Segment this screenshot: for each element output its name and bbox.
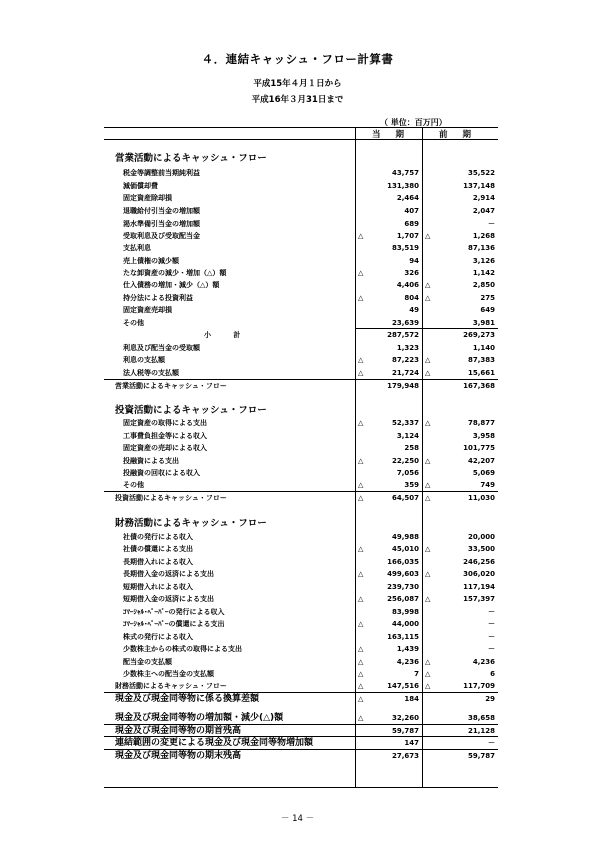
delta-mark-current: △ <box>358 356 364 364</box>
row-label: 仕入債務の増加・減少（△）額 <box>123 281 220 289</box>
value-prior: － <box>488 220 495 228</box>
value-prior: 269,273 <box>463 331 495 339</box>
row-label: 配当金の支払額 <box>123 658 172 666</box>
value-prior: 749 <box>480 481 495 489</box>
delta-mark-current: △ <box>358 545 364 553</box>
table-row <box>104 430 498 442</box>
delta-mark-current: △ <box>358 620 364 628</box>
table-row <box>104 442 498 454</box>
value-current: 3,124 <box>396 432 419 440</box>
row-label: 小 計 <box>204 331 251 339</box>
table-row <box>104 668 498 680</box>
row-label: 財務活動によるキャッシュ・フロー <box>115 518 267 529</box>
row-label: 社債の償還による支出 <box>123 545 193 553</box>
table-row <box>104 354 498 366</box>
table-row <box>104 455 498 467</box>
row-label: 持分法による投資利益 <box>123 294 193 302</box>
table-row <box>104 230 498 242</box>
value-prior: 87,136 <box>467 244 495 252</box>
delta-mark-prior: △ <box>425 595 431 603</box>
cash-flow-table <box>104 127 498 787</box>
row-label: ｺﾏｰｼｬﾙ･ﾍﾟｰﾊﾟｰの発行による収入 <box>123 608 225 616</box>
row-rule <box>355 328 498 329</box>
row-rule <box>104 692 498 693</box>
table-row <box>104 279 498 291</box>
delta-mark-prior: △ <box>425 457 431 465</box>
value-prior: 137,148 <box>463 182 495 190</box>
row-label: 現金及び現金同等物の期末残高 <box>115 751 242 761</box>
row-label: 支払利息 <box>123 244 151 252</box>
table-row <box>104 656 498 668</box>
value-prior: 6 <box>490 670 495 678</box>
row-label: 固定資産売却損 <box>123 306 172 314</box>
delta-mark-prior: △ <box>425 545 431 553</box>
value-current: 184 <box>404 695 419 703</box>
value-prior: 78,877 <box>467 419 495 427</box>
table-row <box>104 218 498 230</box>
row-label: 株式の発行による収入 <box>123 633 193 641</box>
row-label: 投資活動によるキャッシュ・フロー <box>115 494 227 502</box>
delta-mark-prior: △ <box>425 232 431 240</box>
value-current: 44,000 <box>391 620 419 628</box>
value-current: 64,507 <box>391 494 419 502</box>
delta-mark-prior: △ <box>425 481 431 489</box>
value-prior: － <box>488 620 495 628</box>
value-current: 87,223 <box>391 356 419 364</box>
table-row <box>104 180 498 192</box>
value-current: 179,948 <box>387 382 419 390</box>
delta-mark-current: △ <box>358 457 364 465</box>
row-label: 連結範囲の変更による現金及び現金同等物増加額 <box>115 738 314 748</box>
delta-mark-prior: △ <box>425 369 431 377</box>
page-number: － 14 － <box>280 814 315 824</box>
table-row <box>104 255 498 267</box>
row-label: ｺﾏｰｼｬﾙ･ﾍﾟｰﾊﾟｰの償還による支出 <box>123 620 225 628</box>
delta-mark-current: △ <box>358 645 364 653</box>
value-prior: 87,383 <box>467 356 495 364</box>
value-prior: 2,850 <box>472 281 495 289</box>
delta-mark-current: △ <box>358 570 364 578</box>
value-current: 49,988 <box>391 533 419 541</box>
row-label: その他 <box>123 319 144 327</box>
delta-mark-prior: △ <box>425 658 431 666</box>
subtotal-row <box>104 329 498 341</box>
table-row <box>104 342 498 354</box>
value-current: 359 <box>404 481 419 489</box>
row-label: 現金及び現金同等物の増加額・減少(△)額 <box>115 713 284 723</box>
row-label: 税金等調整前当期純利益 <box>123 169 200 177</box>
value-current: 52,337 <box>391 419 419 427</box>
delta-mark-prior: △ <box>425 281 431 289</box>
value-current: 689 <box>404 220 419 228</box>
delta-mark-prior: △ <box>425 570 431 578</box>
delta-mark-current: △ <box>358 695 364 703</box>
value-current: 499,603 <box>387 570 419 578</box>
row-rule <box>104 379 498 380</box>
row-label: 投融資の回収による収入 <box>123 469 200 477</box>
value-prior: 20,000 <box>467 533 495 541</box>
value-prior: 101,775 <box>463 444 495 452</box>
table-row <box>104 593 498 605</box>
value-prior: 1,268 <box>472 232 495 240</box>
value-prior: 275 <box>480 294 495 302</box>
value-current: 27,673 <box>391 752 419 760</box>
table-row <box>104 712 498 724</box>
row-label: 少数株主への配当金の支払額 <box>123 670 214 678</box>
value-current: 1,439 <box>396 645 419 653</box>
value-current: 147,516 <box>387 682 419 690</box>
value-prior: － <box>488 633 495 641</box>
delta-mark-current: △ <box>358 658 364 666</box>
value-prior: 306,020 <box>463 570 495 578</box>
row-label: 現金及び現金同等物の期首残高 <box>115 726 242 736</box>
row-label: 投資活動によるキャッシュ・フロー <box>115 405 267 416</box>
value-prior: － <box>488 608 495 616</box>
table-row <box>104 693 498 705</box>
value-prior: 11,030 <box>467 494 495 502</box>
row-label: 工事費負担金等による収入 <box>123 432 207 440</box>
value-prior: 35,522 <box>467 169 495 177</box>
column-header-current: 当 期 <box>372 130 410 140</box>
value-current: 2,464 <box>396 194 419 202</box>
value-current: 166,035 <box>387 558 419 566</box>
row-label: 退職給付引当金の増加額 <box>123 207 200 215</box>
row-label: 固定資産の売却による収入 <box>123 444 207 452</box>
delta-mark-prior: △ <box>425 494 431 502</box>
value-prior: 38,658 <box>467 714 495 722</box>
value-prior: 649 <box>480 306 495 314</box>
delta-mark-prior: △ <box>425 356 431 364</box>
row-rule <box>104 724 498 725</box>
value-current: 7,056 <box>396 469 419 477</box>
row-label: たな卸資産の減少・増加（△）額 <box>123 269 227 277</box>
table-row <box>104 304 498 316</box>
row-label: 長期借入金の返済による支出 <box>123 570 214 578</box>
value-prior: 1,142 <box>472 269 495 277</box>
value-prior: 3,958 <box>472 432 495 440</box>
row-label: 短期借入金の返済による支出 <box>123 595 214 603</box>
delta-mark-current: △ <box>358 595 364 603</box>
delta-mark-current: △ <box>358 419 364 427</box>
table-row <box>104 367 498 379</box>
table-row <box>104 417 498 429</box>
table-row <box>104 479 498 491</box>
value-current: 326 <box>404 269 419 277</box>
value-prior: 5,069 <box>472 469 495 477</box>
delta-mark-current: △ <box>358 494 364 502</box>
row-label: 固定資産除却損 <box>123 194 172 202</box>
period-to: 平成16年３月31日まで <box>251 95 344 105</box>
value-current: 83,998 <box>391 608 419 616</box>
delta-mark-current: △ <box>358 269 364 277</box>
value-prior: 4,236 <box>472 658 495 666</box>
table-row <box>104 737 498 749</box>
value-prior: 157,397 <box>463 595 495 603</box>
row-label: 渇水準備引当金の増加額 <box>123 220 200 228</box>
row-label: 営業活動によるキャッシュ・フロー <box>115 153 267 164</box>
row-rule <box>104 736 498 737</box>
section-heading <box>104 518 498 530</box>
value-prior: 21,128 <box>467 727 495 735</box>
row-label: 営業活動によるキャッシュ・フロー <box>115 382 227 390</box>
section-heading <box>104 405 498 417</box>
table-bottom-rule <box>104 787 498 788</box>
value-current: 804 <box>404 294 419 302</box>
section-total-row <box>104 380 498 392</box>
delta-mark-prior: △ <box>425 682 431 690</box>
delta-mark-current: △ <box>358 481 364 489</box>
row-label: 減価償却費 <box>123 182 158 190</box>
table-row <box>104 618 498 630</box>
row-rule <box>104 491 498 492</box>
table-row <box>104 192 498 204</box>
table-row <box>104 631 498 643</box>
delta-mark-prior: △ <box>425 670 431 678</box>
value-prior: 59,787 <box>467 752 495 760</box>
value-current: 258 <box>404 444 419 452</box>
unit-label: （ 単位：百万円） <box>380 118 447 127</box>
value-current: 49 <box>409 306 419 314</box>
row-label: 短期借入れによる収入 <box>123 583 193 591</box>
table-row <box>104 467 498 479</box>
value-current: 43,757 <box>391 169 419 177</box>
row-label: 現金及び現金同等物に係る換算差額 <box>115 694 260 704</box>
table-row <box>104 267 498 279</box>
column-header-prior: 前 期 <box>439 130 477 140</box>
section-total-row <box>104 680 498 692</box>
delta-mark-current: △ <box>358 369 364 377</box>
row-label: 少数株主からの株式の取得による支出 <box>123 645 242 653</box>
value-prior: 42,207 <box>467 457 495 465</box>
section-total-row <box>104 492 498 504</box>
value-current: 59,787 <box>391 727 419 735</box>
value-current: 45,010 <box>391 545 419 553</box>
row-label: 長期借入れによる収入 <box>123 558 193 566</box>
delta-mark-current: △ <box>358 232 364 240</box>
value-current: 1,323 <box>396 344 419 352</box>
value-current: 94 <box>409 257 419 265</box>
value-prior: 29 <box>485 695 495 703</box>
value-prior: 15,661 <box>467 369 495 377</box>
row-rule <box>104 749 498 750</box>
value-current: 131,380 <box>387 182 419 190</box>
table-row <box>104 292 498 304</box>
value-prior: 3,981 <box>472 319 495 327</box>
table-row <box>104 606 498 618</box>
row-label: 財務活動によるキャッシュ・フロー <box>115 682 227 690</box>
delta-mark-current: △ <box>358 670 364 678</box>
row-label: 固定資産の取得による支出 <box>123 419 207 427</box>
value-current: 147 <box>404 739 419 747</box>
value-prior: － <box>488 645 495 653</box>
value-current: 4,406 <box>396 281 419 289</box>
value-current: 407 <box>404 207 419 215</box>
table-row <box>104 581 498 593</box>
table-row <box>104 205 498 217</box>
value-current: 7 <box>414 670 419 678</box>
value-prior: 117,709 <box>463 682 495 690</box>
delta-mark-current: △ <box>358 682 364 690</box>
value-current: 256,087 <box>387 595 419 603</box>
row-label: 受取利息及び受取配当金 <box>123 232 200 240</box>
value-current: 239,730 <box>387 583 419 591</box>
delta-mark-current: △ <box>358 714 364 722</box>
value-current: 32,260 <box>391 714 419 722</box>
value-current: 287,572 <box>387 331 419 339</box>
value-current: 83,519 <box>391 244 419 252</box>
value-current: 1,707 <box>396 232 419 240</box>
value-prior: 3,126 <box>472 257 495 265</box>
value-prior: 2,047 <box>472 207 495 215</box>
section-heading <box>104 153 498 165</box>
period-from: 平成15年４月１日から <box>253 79 342 89</box>
row-label: 法人税等の支払額 <box>123 369 179 377</box>
value-prior: － <box>488 739 495 747</box>
row-label: 売上債権の減少額 <box>123 257 179 265</box>
value-prior: 1,140 <box>472 344 495 352</box>
table-row <box>104 167 498 179</box>
value-current: 21,724 <box>391 369 419 377</box>
row-label: 利息の支払額 <box>123 356 165 364</box>
row-label: 社債の発行による収入 <box>123 533 193 541</box>
value-current: 22,250 <box>391 457 419 465</box>
table-row <box>104 242 498 254</box>
delta-mark-current: △ <box>358 294 364 302</box>
value-current: 23,639 <box>391 319 419 327</box>
row-label: 利息及び配当金の受取額 <box>123 344 200 352</box>
value-current: 163,115 <box>387 633 419 641</box>
table-row <box>104 556 498 568</box>
value-prior: 2,914 <box>472 194 495 202</box>
row-label: 投融資による支出 <box>123 457 179 465</box>
value-prior: 117,194 <box>463 583 495 591</box>
table-row <box>104 750 498 762</box>
row-label: その他 <box>123 481 144 489</box>
table-row <box>104 568 498 580</box>
value-prior: 167,368 <box>463 382 495 390</box>
value-prior: 246,256 <box>463 558 495 566</box>
statement-title: ４．連結キャッシュ・フロー計算書 <box>201 52 394 66</box>
delta-mark-prior: △ <box>425 294 431 302</box>
value-prior: 33,500 <box>467 545 495 553</box>
table-row <box>104 643 498 655</box>
delta-mark-prior: △ <box>425 419 431 427</box>
value-current: 4,236 <box>396 658 419 666</box>
table-row <box>104 531 498 543</box>
table-row <box>104 543 498 555</box>
